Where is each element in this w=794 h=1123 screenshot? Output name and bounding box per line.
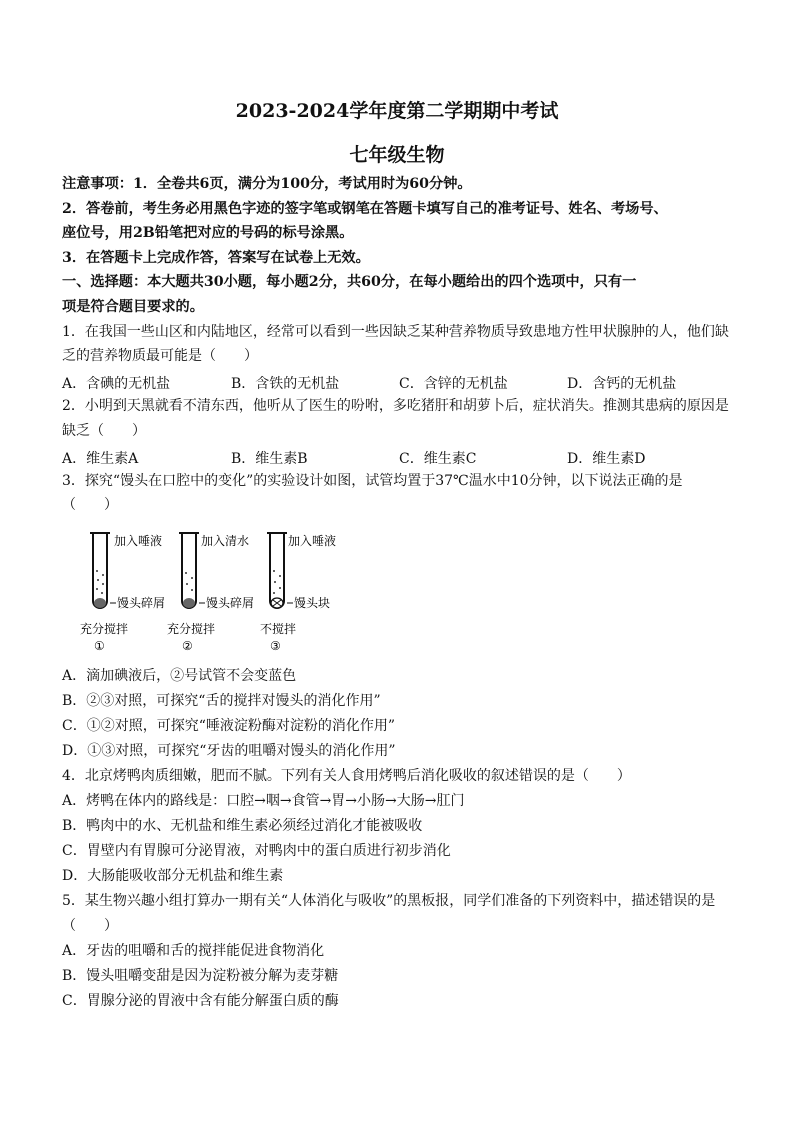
q4-option-d: D．大肠能吸收部分无机盐和维生素 [62, 868, 284, 884]
q1-stem-1: 1．在我国一些山区和内陆地区，经常可以看到一些因缺乏某种营养物质导致患地方性甲状腺肿的人，他们缺 [62, 324, 729, 340]
tube-3-bottom-label: 不搅拌 [260, 622, 297, 636]
q2-option-d: D．维生素D [567, 451, 646, 467]
notes-line-2: 2．答卷前，考生务必用黑色字迹的签字笔或钢笔在答题卡填写自己的准考证号、姓名、考场号、 [62, 201, 668, 217]
q3-option-c: C．①②对照，可探究“唾液淀粉酶对淀粉的消化作用” [62, 718, 396, 734]
q4-stem-1: 4．北京烤鸭肉质细嫩，肥而不腻。下列有关人食用烤鸭后消化吸收的叙述错误的是（ ） [62, 768, 631, 784]
q2-stem-2: 缺乏（ ） [62, 423, 146, 439]
q3-option-b: B．②③对照，可探究“舌的搅拌对馒头的消化作用” [62, 693, 381, 709]
tube-2-top-label: 加入清水 [201, 534, 250, 548]
test-tube-figure [70, 527, 370, 657]
q2-option-a: A．维生素A [62, 451, 139, 467]
notes-line-3: 座位号，用2B铅笔把对应的号码的标号涂黑。 [62, 225, 354, 241]
tube-3-top-label: 加入唾液 [288, 534, 337, 548]
q5-stem-1: 5．某生物兴趣小组打算办一期有关“人体消化与吸收”的黑板报，同学们准备的下列资料中，描述错误的是 [62, 893, 716, 909]
q3-stem-2: （ ） [62, 497, 118, 513]
q5-option-b: B．馒头咀嚼变甜是因为淀粉被分解为麦芽糖 [62, 968, 339, 984]
q4-option-a: A．烤鸭在体内的路线是：口腔→咽→食管→胃→小肠→大肠→肛门 [62, 793, 465, 809]
tube-1-bottom-label: 充分搅拌 [80, 622, 129, 636]
q2-option-b: B．维生素B [231, 451, 308, 467]
q3-option-a: A．滴加碘液后，②号试管不会变蓝色 [62, 668, 297, 684]
notes-line-4: 3．在答题卡上完成作答，答案写在试卷上无效。 [62, 250, 370, 266]
test-tube-1 [90, 533, 116, 608]
tube-3-side-label: 馒头块 [294, 596, 331, 610]
exam-subject: 七年级生物 [349, 144, 445, 166]
q2-stem-1: 2．小明到天黑就看不清东西，他听从了医生的吩咐，多吃猪肝和胡萝卜后，症状消失。推测其患病的原因是 [62, 398, 729, 414]
q5-stem-2: （ ） [62, 918, 118, 934]
q3-option-d: D．①③对照，可探究“牙齿的咀嚼对馒头的消化作用” [62, 743, 396, 759]
tube-3-number: ③ [270, 639, 281, 653]
q1-option-b: B．含铁的无机盐 [231, 376, 340, 392]
q4-option-b: B．鸭肉中的水、无机盐和维生素必须经过消化才能被吸收 [62, 818, 423, 834]
q1-option-d: D．含钙的无机盐 [567, 376, 677, 392]
tube-2-number: ② [182, 639, 193, 653]
tube-2-bottom-label: 充分搅拌 [167, 622, 216, 636]
tube-1-top-label: 加入唾液 [114, 534, 163, 548]
tube-1-side-label: 馒头碎屑 [117, 596, 166, 610]
section-heading-1: 一、选择题：本大题共30小题，每小题2分，共60分，在每小题给出的四个选项中，只有一 [62, 274, 637, 290]
q5-option-c: C．胃腺分泌的胃液中含有能分解蛋白质的酶 [62, 993, 339, 1009]
q1-option-a: A．含碘的无机盐 [62, 376, 171, 392]
section-heading-2: 项是符合题目要求的。 [62, 299, 204, 315]
tube-1-number: ① [94, 639, 105, 653]
q4-option-c: C．胃壁内有胃腺可分泌胃液，对鸭肉中的蛋白质进行初步消化 [62, 843, 451, 859]
q5-option-a: A．牙齿的咀嚼和舌的搅拌能促进食物消化 [62, 943, 325, 959]
q1-stem-2: 乏的营养物质最可能是（ ） [62, 348, 258, 364]
q2-option-c: C．维生素C [399, 451, 477, 467]
exam-title: 2023-2024学年度第二学期期中考试 [235, 100, 559, 122]
q3-stem-1: 3．探究“馒头在口腔中的变化”的实验设计如图，试管均置于37℃温水中10分钟，以下说法正确的是 [62, 473, 683, 489]
notes-line-1: 注意事项：1．全卷共6页，满分为100分，考试用时为60分钟。 [62, 176, 472, 192]
tube-2-side-label: 馒头碎屑 [206, 596, 255, 610]
q1-option-c: C．含锌的无机盐 [399, 376, 508, 392]
